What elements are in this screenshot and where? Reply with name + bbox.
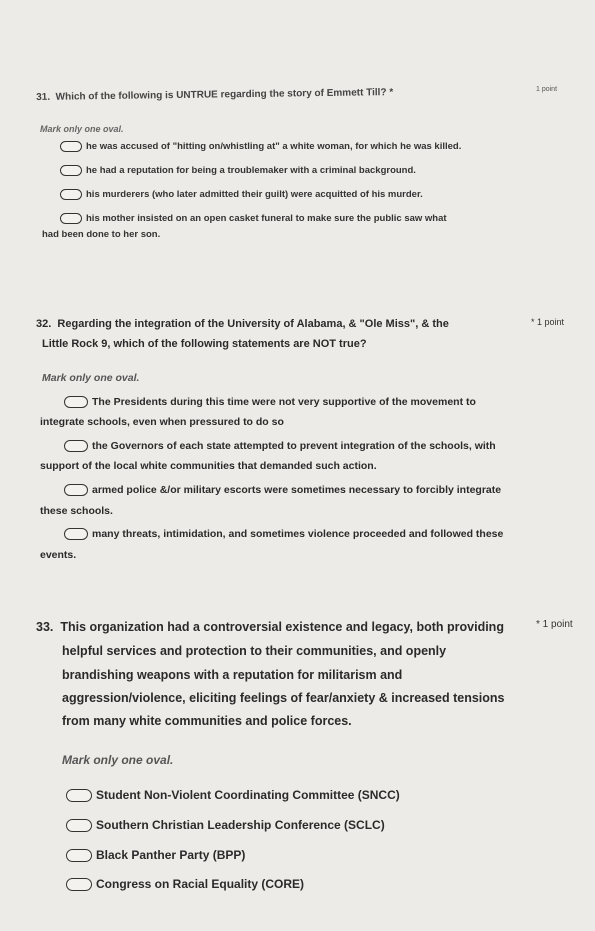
question-prompt: Which of the following is UNTRUE regarding the story of Emmett Till? * <box>55 87 394 103</box>
radio-oval[interactable] <box>64 440 88 452</box>
radio-oval[interactable] <box>60 165 82 176</box>
option-33-c[interactable] <box>66 844 245 867</box>
option-label: he had a reputation for being a troublemaker with a criminal background. <box>86 165 416 176</box>
option-label: Black Panther Party (BPP) <box>96 848 246 862</box>
question-33-line2 <box>62 639 446 663</box>
option-label: events. <box>40 549 77 561</box>
option-31-c[interactable] <box>60 186 423 203</box>
option-31-a[interactable] <box>60 138 461 155</box>
option-32-c[interactable] <box>64 480 501 500</box>
question-prompt-line: aggression/violence, eliciting feelings of fear/anxiety & increased tensions <box>62 691 505 705</box>
question-prompt-line: from many white communities and police forces. <box>62 714 352 728</box>
points-label: 1 point <box>536 86 558 93</box>
option-label: The Presidents during this time were not very supportive of the movement to <box>92 396 476 408</box>
option-label: he was accused of "hitting on/whistling at" a white woman, for which he was killed. <box>86 141 462 152</box>
option-32-d[interactable] <box>64 524 503 544</box>
option-32-a[interactable] <box>64 392 476 412</box>
radio-oval[interactable] <box>66 849 92 862</box>
radio-oval[interactable] <box>66 819 92 832</box>
option-label: support of the local white communities that demanded such action. <box>40 460 377 472</box>
option-31-b[interactable] <box>60 162 416 179</box>
option-31-d[interactable] <box>60 210 447 227</box>
option-31-d-continued <box>42 226 160 243</box>
option-label: many threats, intimidation, and sometimes violence proceeded and followed these <box>92 528 504 540</box>
radio-oval[interactable] <box>60 213 82 224</box>
radio-oval[interactable] <box>64 396 88 408</box>
question-33-line4 <box>62 686 505 710</box>
question-33-line1 <box>36 615 504 639</box>
radio-oval[interactable] <box>60 141 82 152</box>
option-32-b-continued <box>40 456 377 476</box>
option-label: armed police &/or military escorts were sometimes necessary to forcibly integrate <box>92 484 502 496</box>
option-32-d-continued <box>40 545 76 565</box>
question-prompt-line1: Regarding the integration of the University of Alabama, & "Ole Miss", & the <box>57 318 449 330</box>
radio-oval[interactable] <box>66 878 92 891</box>
question-33-line5 <box>62 709 352 733</box>
question-prompt-line: This organization had a controversial existence and legacy, both providing <box>60 620 504 634</box>
question-prompt-line: helpful services and protection to their communities, and openly <box>62 644 447 658</box>
option-label: Southern Christian Leadership Conference (SCLC) <box>96 818 385 832</box>
option-32-a-continued <box>40 412 284 432</box>
option-label: had been done to her son. <box>42 229 161 240</box>
radio-oval[interactable] <box>64 484 88 496</box>
question-number: 32. <box>36 318 52 330</box>
option-label: his mother insisted on an open casket funeral to make sure the public saw what <box>86 213 447 224</box>
option-label: integrate schools, even when pressured to do so <box>40 416 284 428</box>
radio-oval[interactable] <box>64 528 88 540</box>
points-label: * 1 point <box>536 619 573 630</box>
question-32-text-line2 <box>42 332 367 356</box>
mark-instruction: Mark only one oval. <box>40 124 124 134</box>
option-label: the Governors of each state attempted to prevent integration of the schools, with <box>92 440 496 452</box>
question-number: 33. <box>36 620 54 634</box>
question-number: 31. <box>36 91 51 103</box>
option-label: Student Non-Violent Coordinating Committee (SNCC) <box>96 788 400 802</box>
radio-oval[interactable] <box>60 189 82 200</box>
question-31-text <box>36 81 393 110</box>
option-33-a[interactable] <box>66 784 400 807</box>
option-label: his murderers (who later admitted their guilt) were acquitted of his murder. <box>86 189 423 200</box>
mark-instruction: Mark only one oval. <box>42 372 140 384</box>
question-prompt-line: brandishing weapons with a reputation for militarism and <box>62 668 403 682</box>
question-33-line3 <box>62 663 402 687</box>
option-label: these schools. <box>40 505 113 517</box>
points-label: * 1 point <box>531 317 565 327</box>
radio-oval[interactable] <box>66 789 92 802</box>
option-33-b[interactable] <box>66 814 385 837</box>
option-33-d[interactable] <box>66 873 304 896</box>
question-prompt-line2: Little Rock 9, which of the following statements are NOT true? <box>42 338 367 350</box>
option-32-c-continued <box>40 501 113 521</box>
mark-instruction: Mark only one oval. <box>62 753 174 767</box>
option-32-b[interactable] <box>64 436 496 456</box>
option-label: Congress on Racial Equality (CORE) <box>96 877 305 891</box>
